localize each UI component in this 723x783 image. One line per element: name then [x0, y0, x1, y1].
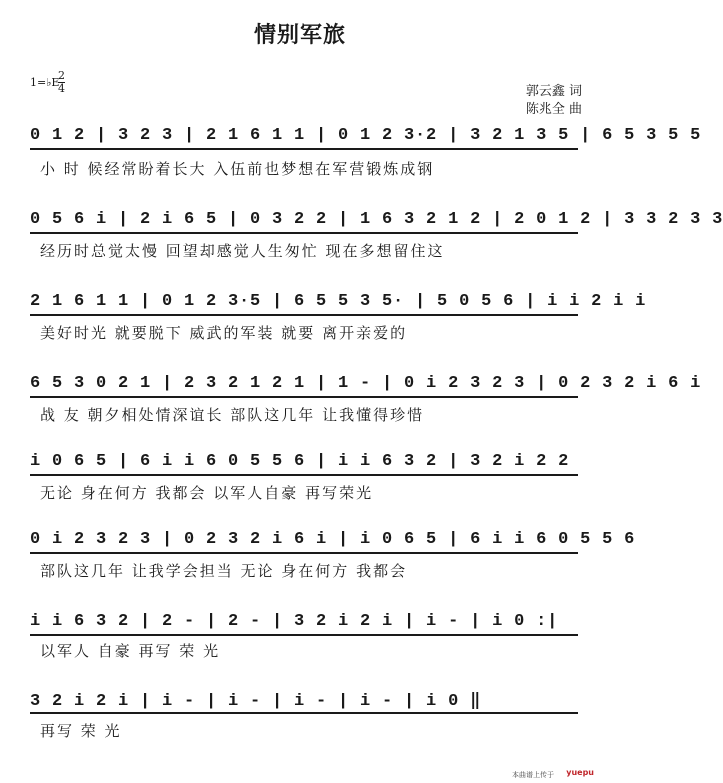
composer-credit: 陈兆全 曲: [525, 102, 582, 117]
time-numerator: 2: [58, 69, 65, 82]
system-2-beam: [30, 232, 578, 234]
time-signature: [58, 70, 65, 95]
system-4-beam: [30, 396, 578, 398]
system-7-beam: [30, 634, 578, 636]
score-title: 情别军旅: [253, 23, 346, 48]
system-5-beam: [30, 474, 578, 476]
system-1-lyrics: 小 时 候经常盼着长大 入伍前也梦想在军营锻炼成钢: [40, 160, 435, 178]
footer-logo: yuepu: [566, 768, 594, 777]
system-5-lyrics: 无论 身在何方 我都会 以军人自豪 再写荣光: [40, 484, 374, 502]
system-2-notes: 0 5 6 i | 2 i 6 5 | 0 3 2 2 | 1 6 3 2 1 2 | 2 0 1 2 | 3 3 2 3 3: [30, 210, 723, 229]
system-5-notes: i 0 6 5 | 6 i i 6 0 5 5 6 | i i 6 3 2 | 3 2 i 2 2: [30, 452, 570, 471]
system-1-notes: 0 1 2 | 3 2 3 | 2 1 6 1 1 | 0 1 2 3·2 | 3 2 1 3 5 | 6 5 3 5 5: [30, 126, 702, 145]
system-8-notes: 3 2 i 2 i | i - | i - | i - | i - | i 0 ‖: [30, 692, 482, 711]
lyricist-credit: 郭云鑫 词: [525, 84, 582, 99]
system-4-lyrics: 战 友 朝夕相处情深谊长 部队这几年 让我懂得珍惜: [40, 406, 425, 424]
system-3-notes: 2 1 6 1 1 | 0 1 2 3·5 | 6 5 5 3 5· | 5 0 5 6 | i i 2 i i: [30, 292, 647, 311]
key-signature: 1=♭E: [30, 76, 60, 89]
system-8-beam: [30, 712, 578, 714]
system-6-beam: [30, 552, 578, 554]
footer-uploader-text: 本曲谱上传于: [512, 771, 554, 779]
system-3-lyrics: 美好时光 就要脱下 威武的军装 就要 离开亲爱的: [40, 324, 408, 342]
time-denominator: 4: [58, 82, 65, 95]
system-1-beam: [30, 148, 578, 150]
system-6-notes: 0 i 2 3 2 3 | 0 2 3 2 i 6 i | i 0 6 5 | 6 i i 6 0 5 5 6: [30, 530, 636, 549]
system-3-beam: [30, 314, 578, 316]
system-7-lyrics: 以军人 自豪 再写 荣 光: [40, 642, 221, 660]
system-6-lyrics: 部队这几年 让我学会担当 无论 身在何方 我都会: [40, 562, 408, 580]
system-4-notes: 6 5 3 0 2 1 | 2 3 2 1 2 1 | 1 - | 0 i 2 3 2 3 | 0 2 3 2 i 6 i: [30, 374, 702, 393]
system-2-lyrics: 经历时总觉太慢 回望却感觉人生匆忙 现在多想留住这: [40, 242, 445, 260]
system-8-lyrics: 再写 荣 光: [40, 722, 122, 740]
system-7-notes: i i 6 3 2 | 2 - | 2 - | 3 2 i 2 i | i - | i 0 :|: [30, 612, 559, 631]
